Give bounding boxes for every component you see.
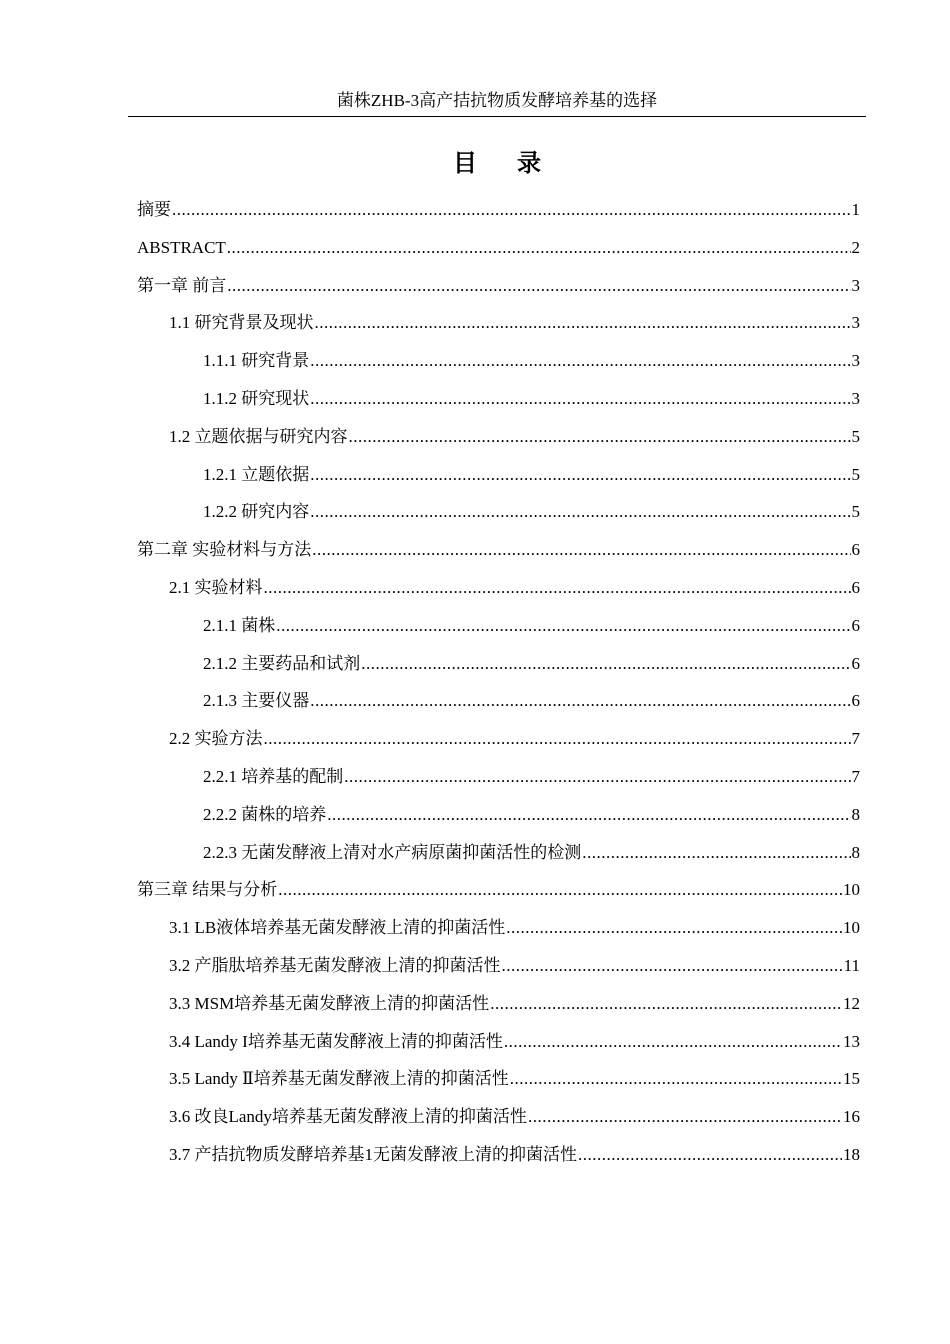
toc-entry-label: 2.2.1 培养基的配制 [203,766,344,786]
toc-page-number: 15 [843,1069,860,1089]
toc-dot-leader [172,191,851,229]
toc-dot-leader [502,947,843,985]
toc-entry-label: 2.1.3 主要仪器 [203,691,310,711]
toc-entry[interactable] [137,645,860,683]
toc-entry-label: 第三章 结果与分析 [137,880,278,900]
toc-page-number: 10 [843,880,860,900]
toc-page-number: 13 [843,1031,860,1051]
toc-entry-label: 2.2 实验方法 [169,729,263,749]
toc-entry-label: 1.1.2 研究现状 [203,388,310,408]
toc-entry[interactable] [137,1023,860,1061]
toc-entry[interactable] [137,1060,860,1098]
toc-page-number: 6 [851,540,860,560]
toc-entry[interactable] [137,531,860,569]
toc-title: 目录 [453,149,581,177]
toc-dot-leader [310,380,850,418]
running-header: 菌株ZHB-3高产拮抗物质发酵培养基的选择 [336,91,658,110]
toc-entry-label: 1.1.1 研究背景 [203,351,310,371]
toc-dot-leader [349,418,851,456]
table-of-contents [137,191,860,1174]
toc-page-number: 3 [851,388,860,408]
toc-page-number: 18 [843,1144,860,1164]
toc-entry-label: 3.5 Landy Ⅱ培养基无菌发酵液上清的抑菌活性 [169,1069,509,1089]
toc-dot-leader [315,304,851,342]
toc-page-number: 11 [843,955,860,975]
toc-dot-leader [310,456,850,494]
toc-dot-leader [510,1060,842,1098]
toc-page-number: 6 [851,577,860,597]
toc-dot-leader [582,834,850,872]
toc-dot-leader [278,871,842,909]
toc-entry-label: 3.2 产脂肽培养基无菌发酵液上清的抑菌活性 [169,955,501,975]
toc-entry[interactable] [137,304,860,342]
toc-entry-label: 2.2.2 菌株的培养 [203,804,327,824]
toc-entry-label: 3.7 产拮抗物质发酵培养基1无菌发酵液上清的抑菌活性 [169,1144,577,1164]
toc-entry-label: 摘要 [137,200,171,219]
toc-entry[interactable] [137,985,860,1023]
toc-entry[interactable] [137,758,860,796]
toc-dot-leader [578,1136,842,1174]
toc-entry-label: 1.2.2 研究内容 [203,502,310,522]
toc-page-number: 6 [851,653,860,673]
toc-entry-label: 1.2 立题依据与研究内容 [169,426,348,446]
toc-page-number: 5 [851,502,860,522]
toc-entry[interactable] [137,569,860,607]
toc-entry[interactable] [137,267,860,305]
toc-page-number: 12 [843,993,860,1013]
toc-page-number: 5 [851,426,860,446]
toc-entry[interactable] [137,418,860,456]
toc-entry[interactable] [137,947,860,985]
toc-entry-label: 3.3 MSM培养基无菌发酵液上清的抑菌活性 [169,993,490,1013]
toc-dot-leader [310,493,850,531]
header-divider [128,116,866,117]
toc-entry[interactable] [137,380,860,418]
toc-page-number: 5 [851,464,860,484]
toc-entry-label: 1.1 研究背景及现状 [169,313,314,333]
toc-dot-leader [227,229,851,267]
toc-entry-label: 1.2.1 立题依据 [203,464,310,484]
toc-page-number: 16 [843,1107,860,1127]
toc-entry[interactable] [137,493,860,531]
toc-entry[interactable] [137,1098,860,1136]
toc-page-number: 8 [851,842,860,862]
toc-dot-leader [227,267,850,305]
toc-page-number: 6 [851,691,860,711]
toc-entry[interactable] [137,456,860,494]
toc-entry[interactable] [137,834,860,872]
toc-entry-label: 2.1 实验材料 [169,577,263,597]
toc-entry-label: 2.1.2 主要药品和试剂 [203,653,361,673]
toc-page-number: 3 [851,351,860,371]
toc-entry[interactable] [137,607,860,645]
toc-entry-label: 第二章 实验材料与方法 [137,540,312,560]
toc-dot-leader [312,531,850,569]
toc-dot-leader [310,342,850,380]
toc-entry[interactable] [137,871,860,909]
toc-entry[interactable] [137,342,860,380]
toc-entry-label: 2.2.3 无菌发酵液上清对水产病原菌抑菌活性的检测 [203,842,582,862]
toc-page-number: 7 [851,729,860,749]
toc-entry-label: ABSTRACT [137,237,226,257]
toc-dot-leader [264,720,851,758]
toc-dot-leader [506,909,842,947]
toc-entry[interactable] [137,796,860,834]
toc-page-number: 3 [851,275,860,295]
toc-entry[interactable] [137,1136,860,1174]
toc-page-number: 1 [851,200,860,219]
toc-entry[interactable] [137,682,860,720]
toc-entry-label: 3.1 LB液体培养基无菌发酵液上清的抑菌活性 [169,918,506,938]
toc-entry-label: 3.6 改良Landy培养基无菌发酵液上清的抑菌活性 [169,1107,527,1127]
toc-dot-leader [528,1098,842,1136]
toc-entry[interactable] [137,909,860,947]
toc-page-number: 10 [843,918,860,938]
toc-page-number: 8 [851,804,860,824]
toc-page-number: 6 [851,615,860,635]
toc-entry-label: 第一章 前言 [137,275,227,295]
toc-dot-leader [310,682,850,720]
toc-entry[interactable] [137,191,860,229]
toc-dot-leader [361,645,850,683]
toc-dot-leader [264,569,851,607]
toc-dot-leader [490,985,842,1023]
toc-dot-leader [276,607,850,645]
toc-page-number: 7 [851,766,860,786]
toc-entry-label: 2.1.1 菌株 [203,615,276,635]
toc-dot-leader [504,1023,842,1061]
toc-entry-label: 3.4 Landy I培养基无菌发酵液上清的抑菌活性 [169,1031,503,1051]
toc-dot-leader [344,758,850,796]
toc-entry[interactable] [137,720,860,758]
toc-dot-leader [327,796,850,834]
toc-page-number: 3 [851,313,860,333]
toc-entry[interactable] [137,229,860,267]
toc-page-number: 2 [851,237,860,257]
